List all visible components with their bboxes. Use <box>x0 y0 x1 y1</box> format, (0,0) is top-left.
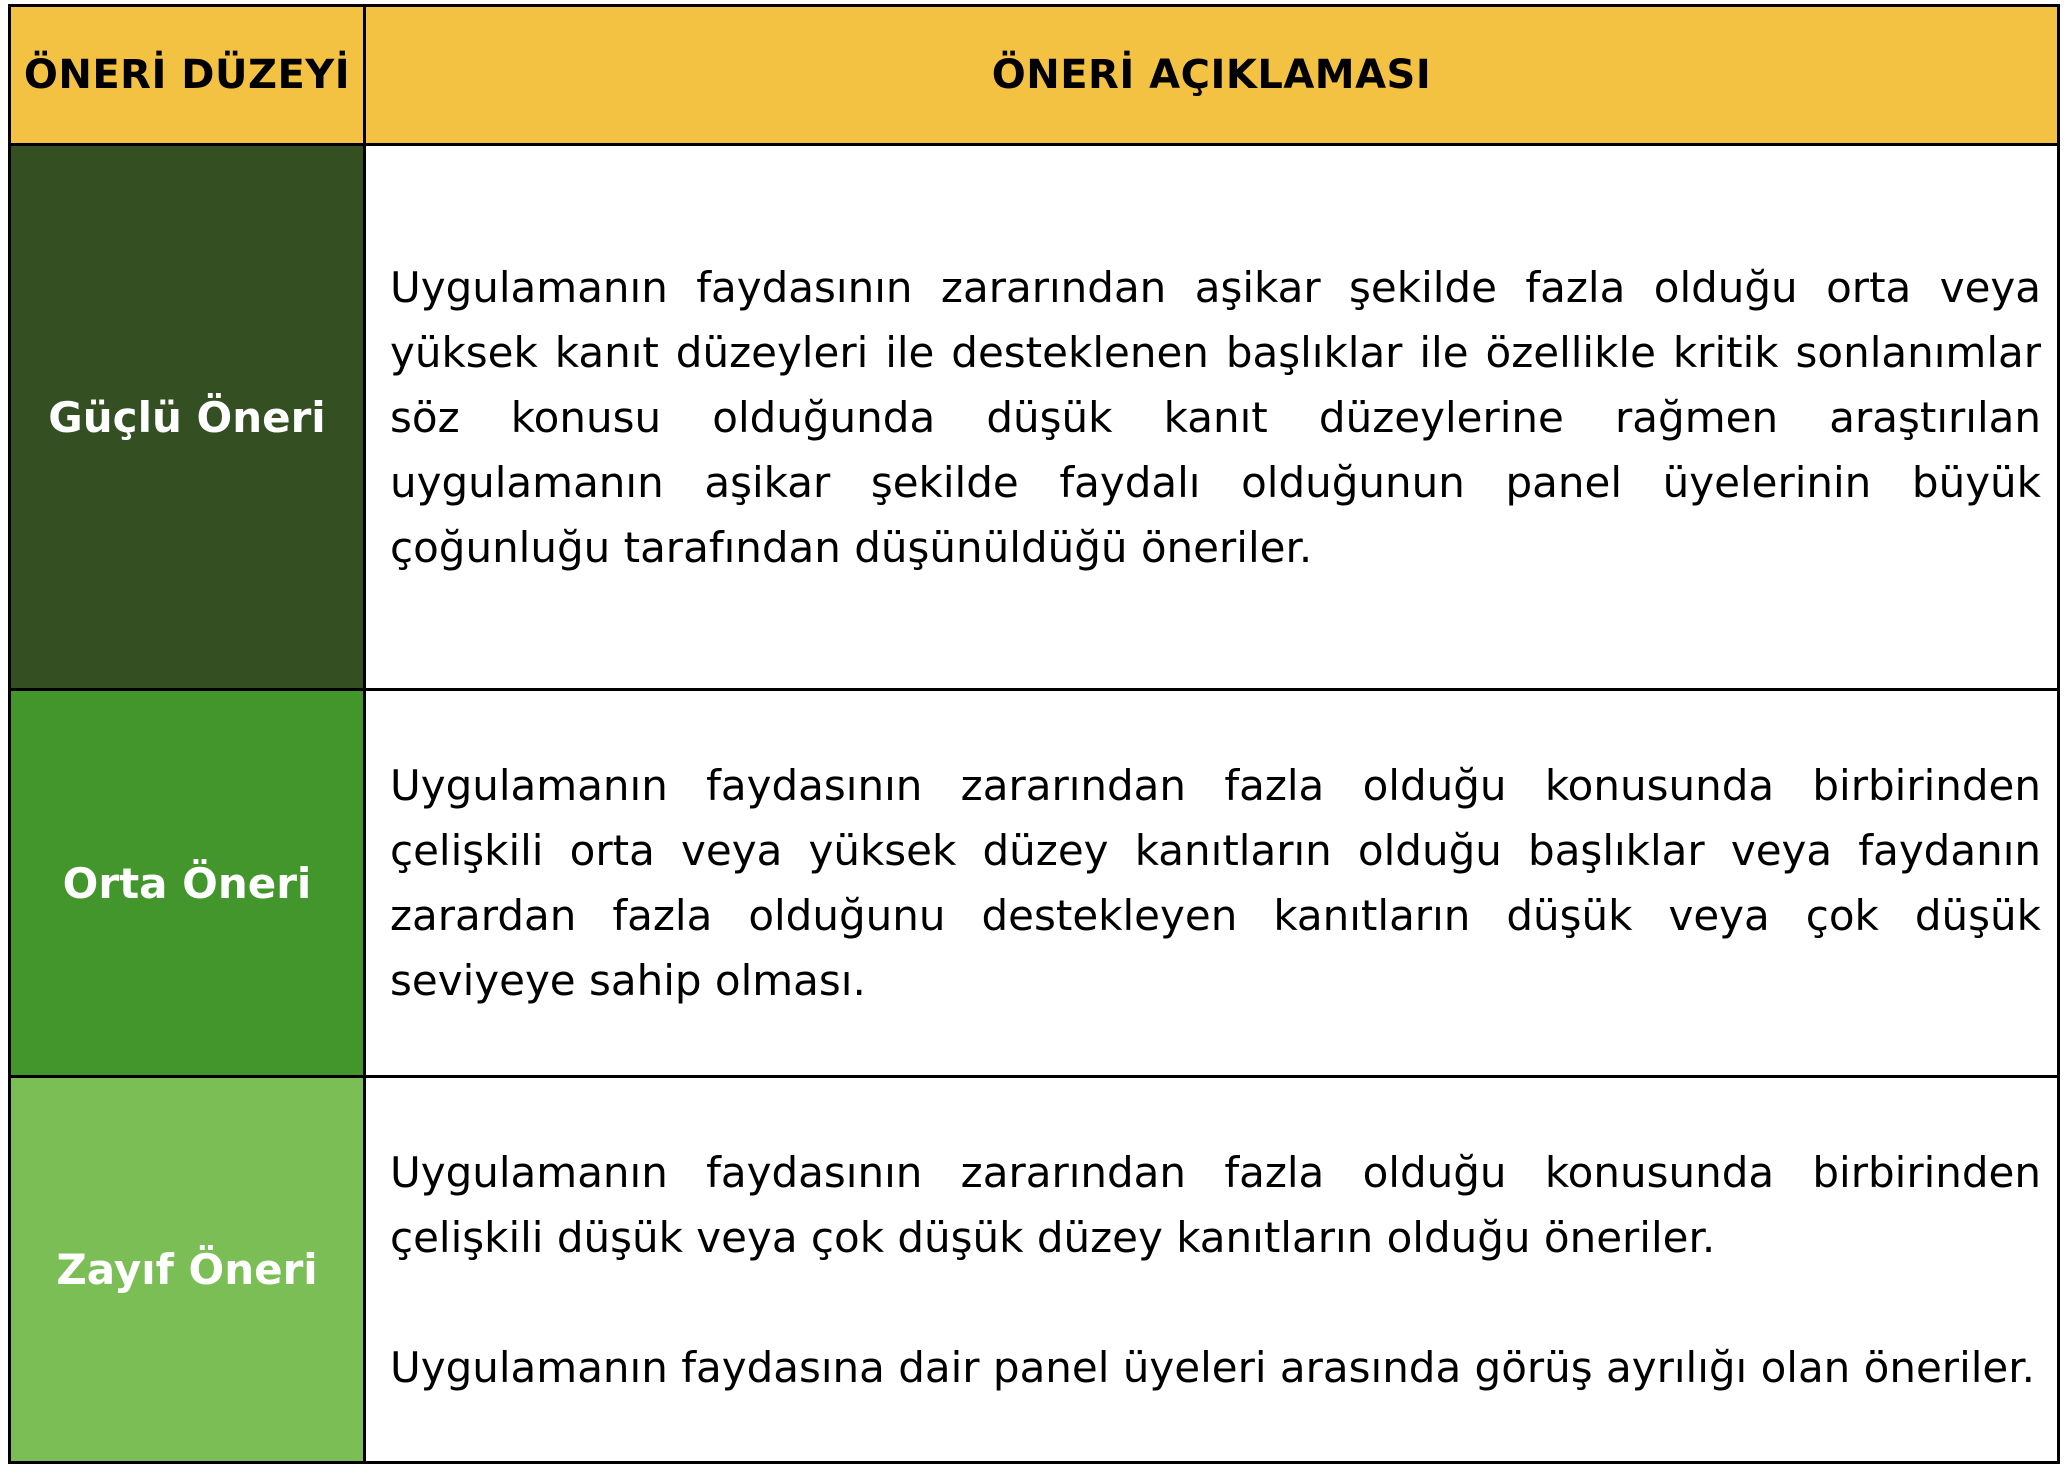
level-cell-moderate <box>11 691 363 1075</box>
description-text-weak-1: Uygulamanın faydasının zararından fazla olduğu konusunda birbirinden çelişkili düşük veya çok düşük düzey kanıtların olduğu öneriler. <box>390 1147 2041 1262</box>
level-label-weak: Zayıf Öneri <box>56 1245 318 1294</box>
description-text-moderate: Uygulamanın faydasının zararından fazla olduğu konusunda birbirinden çelişkili orta veya yüksek düzey kanıtların olduğu başlıklar veya faydanın zarardan fazla olduğunu destekleyen kanıtların düşük veya çok düşük seviyeye sahip olması. <box>390 761 2041 1005</box>
description-cell-moderate <box>366 691 2057 1075</box>
level-label-strong: Güçlü Öneri <box>48 392 326 442</box>
header-level-label: ÖNERİ DÜZEYİ <box>23 52 351 98</box>
level-cell-strong <box>11 146 363 688</box>
description-text-weak-2: Uygulamanın faydasına dair panel üyeleri arasında görüş ayrılığı olan öneriler. <box>390 1342 2036 1392</box>
description-text-strong: Uygulamanın faydasının zararından aşikar şekilde fazla olduğu orta veya yüksek kanıt düzeyleri ile desteklenen başlıklar ile özellikle kritik sonlanımlar söz konusu olduğunda düşük kanıt düzeylerine rağmen araştırılan uygulamanın aşikar şekilde faydalı olduğunun panel üyelerinin büyük çoğunluğu tarafından düşünüldüğü öneriler. <box>390 262 2041 572</box>
level-cell-weak <box>11 1078 363 1461</box>
header-level <box>11 7 363 143</box>
header-description <box>366 7 2057 143</box>
description-cell-strong <box>366 146 2057 688</box>
recommendation-levels-table <box>8 4 2060 1464</box>
level-label-moderate: Orta Öneri <box>62 858 312 908</box>
header-description-label: ÖNERİ AÇIKLAMASI <box>991 52 1432 98</box>
description-cell-weak <box>366 1078 2057 1461</box>
